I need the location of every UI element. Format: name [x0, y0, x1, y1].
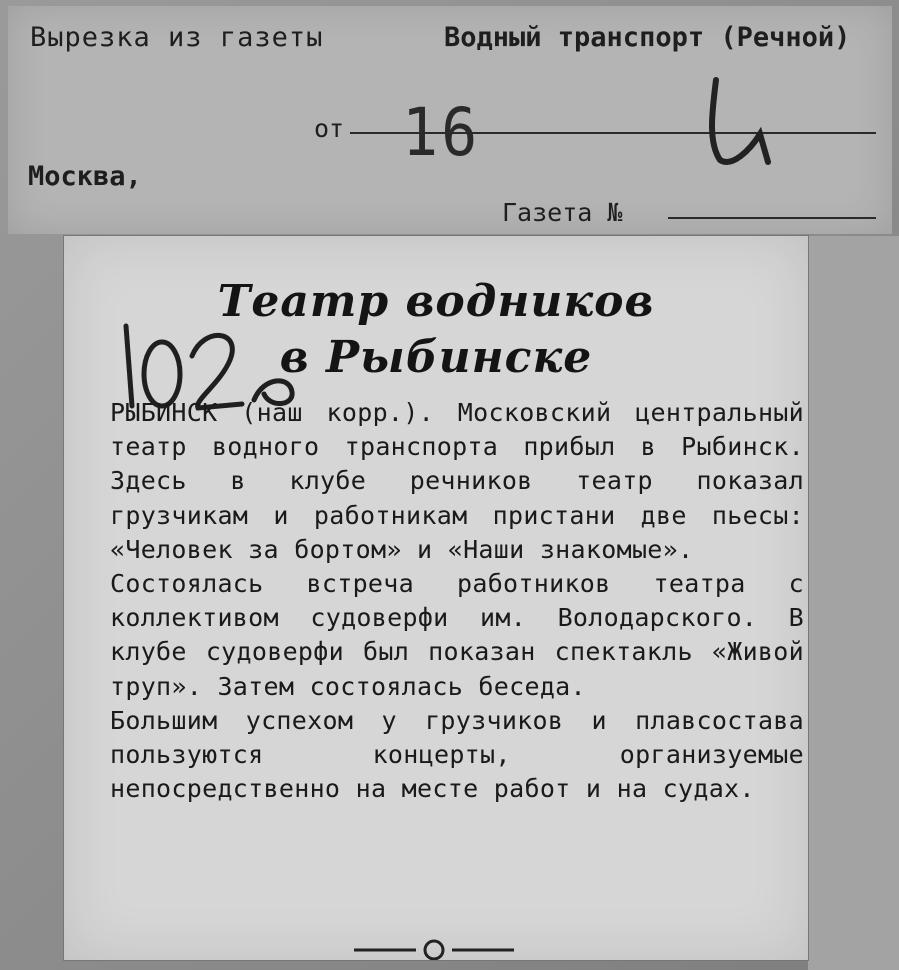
newspaper-clipping [64, 236, 808, 960]
handwritten-date-mark [698, 72, 778, 172]
date-stamp: 16 [402, 94, 481, 172]
date-from-label: от [314, 114, 345, 143]
clipping-label: Вырезка из газеты [30, 22, 324, 53]
article-title-line-2: в Рыбинске [279, 332, 593, 383]
city-name: Москва, [28, 161, 142, 192]
article-paragraph: РЫБИНСК (наш корр.). Московский центральный театр водного транспорта прибыл в Рыбинск. Здесь в клубе речников театр показал грузчикам и работникам пристани две пьесы: «Человек за бортом» и «Наши знакомые». [110, 398, 804, 564]
article-title-line-1: Театр водников [217, 276, 655, 327]
clipping-label-card [8, 6, 892, 234]
gazette-number-underline [668, 217, 876, 219]
article-paragraph: Состоялась встреча работников театра с коллективом судоверфи им. Володарского. В клубе судоверфи был показан спектакль «Живой труп». Затем состоялась беседа. [110, 569, 804, 701]
newspaper-name: Водный транспорт (Речной) [444, 22, 851, 53]
article-paragraph: Большим успехом у грузчиков и плавсостава пользуются концерты, организуемые непосредственно на месте работ и на судах. [110, 705, 804, 804]
gazette-number-label: Газета № [502, 198, 623, 227]
article-body [110, 396, 804, 806]
backside-bleed [808, 236, 899, 970]
end-ornament [354, 936, 514, 960]
